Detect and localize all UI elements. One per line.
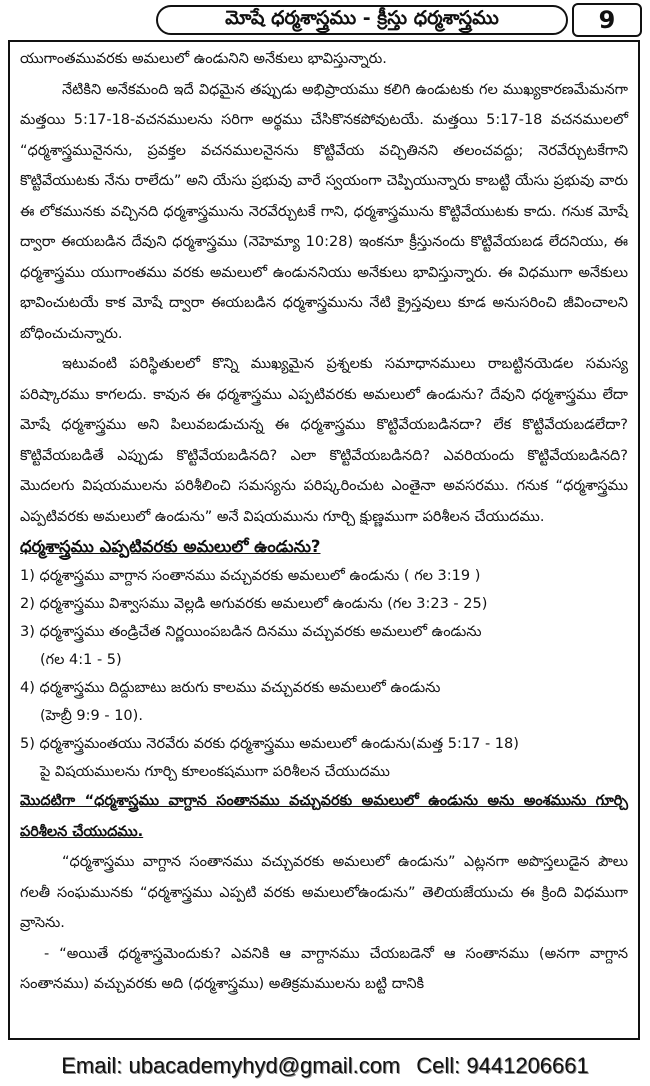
text-frame [8,40,640,1040]
paragraph-1: యుగాంతమువరకు అమలులో ఉండునిని అనేకులు భావిస్తున్నారు. [20,51,387,67]
paragraph-3: ఇటువంటి పరిస్థితులలో కొన్ని ముఖ్యమైన ప్రశ్నలకు సమాధానములు రాబట్టినయెడల సమస్య పరిష్కారము కాగలదు. కావున ఈ ధర్మశాస్త్రము ఎప్పటివరకు అమలులో ఉండును? దేవుని ధర్మశాస్త్రము లేదా మోషే ధర్మశాస్త్రము అని పిలువబడుచున్న ఈ ధర్మశాస్త్రము కొట్టివేయబడినదా? లేక కొట్టివేయబడలేదా? కొట్టివేయబడితే ఎప్పుడు కొట్టివేయబడినది? ఎలా కొట్టివేయబడినది? ఎవరియందు కొట్టివేయబడినది? మొదలగు విషయములను పరిశీలించి సమస్యను పరిష్కరించుట ఎంతైనా అవసరము. గనుక “ధర్మశాస్త్రము ఎప్పటివరకు అమలులో ఉండును” అనే విషయమును గూర్చి క్షుణ్ణముగా పరిశీలన చేయుదము. [20,356,628,525]
list-item-continuation: పై విషయములను గూర్చి కూలంకషముగా పరిశీలన చేయుదము [40,764,390,780]
quote-paragraph: - “అయితే ధర్మశాస్త్రమెందుకు? ఎవనికి ఆ వాగ్దానము చేయబడెనో ఆ సంతానము (అనగా వాగ్దాన సంతానము) వచ్చువరకు అది (ధర్మశాస్త్రము) అతిక్రమములను బట్టి దానికి [20,945,628,992]
list-item-main: 2) ధర్మశాస్త్రము విశ్వాసము వెల్లడి అగువరకు అమలులో ఉండును (గల 3:23 - 25) [20,596,488,612]
section-heading: ధర్మశాస్త్రము ఎప్పటివరకు అమలులో ఉండును? [20,537,321,556]
list-item [20,730,628,786]
list-item-main: 4) ధర్మశాస్త్రము దిద్దుబాటు జరుగు కాలము వచ్చువరకు అమలులో ఉండును [20,680,441,696]
list-item-main: 5) ధర్మశాస్త్రమంతయు నెరవేరు వరకు ధర్మశాస్త్రము అమలులో ఉండును(మత్త 5:17 - 18) [20,736,519,752]
footer-cell: Cell: 9441206661 [416,1053,589,1078]
subsection-heading: మొదటిగా “ధర్మశాస్త్రము వాగ్దాన సంతానము వచ్చువరకు అమలులో ఉండును అను అంశమును గూర్చి పరిశీలన చేయుదము. [20,793,628,840]
list-item [20,590,628,618]
paragraph-2: నేటికిని అనేకమంది ఇదే విధమైన తప్పుడు అభిప్రాయము కలిగి ఉండుటకు గల ముఖ్యకారణమేమనగా మత్తయి 5:17-18-వచనములను సరిగా అర్థము చేసికొనకపోవుటయే. మత్తయి 5:17-18 వచనములలో “ధర్మశాస్త్రమునైనను, ప్రవక్తల వచనములనైనను కొట్టివేయ వచ్చితినని తలంచవద్దు; నెరవేర్చుటకేగాని కొట్టివేయుటకు నేను రాలేదు” అని యేసు ప్రభువు వారే స్వయంగా చెప్పియున్నారు కాబట్టి యేసు ప్రభువు వారు ఈ లోకమునకు వచ్చినది ధర్మశాస్త్రమును నెరవేర్చుటకే గాని, ధర్మశాస్త్రమును కొట్టివేయుటకు కాదు. గనుక మోషే ద్వారా ఈయబడిన దేవుని ధర్మశాస్త్రము (నెహెమ్యా 10:28) ఇంకనూ క్రీస్తునందు కొట్టివేయబడ లేదనియు, ఈ ధర్మశాస్త్రము యుగాంతము వరకు అమలులో ఉండుననియు అనేకులు భావిస్తున్నారు. ఈ విధముగా అనేకులు భావించుటయే కాక మోషే ద్వారా ఈయబడిన ధర్మశాస్త్రమును నేటి క్రైస్తవులు కూడ అనుసరించి జీవించాలని బోధించుచున్నారు. [20,81,628,342]
page-header [6,3,642,39]
footer-email: Email: ubacademyhyd@gmail.com [61,1053,401,1078]
list-item [20,562,628,590]
paragraph-5: “ధర్మశాస్త్రము వాగ్దాన సంతానము వచ్చువరకు అమలులో ఉండును” ఎట్లనగా అపొస్తలుడైన పౌలు గలతీ సంఘమునకు “ధర్మశాస్త్రము ఎప్పటి వరకు అమలులోఉండును” తెలియజేయుచు ఈ క్రింది విధముగా వ్రాసెను. [20,854,628,931]
list-item-main: 1) ధర్మశాస్త్రము వాగ్దాన సంతానము వచ్చువరకు అమలులో ఉండును ( గల 3:19 ) [20,568,481,584]
list-item [20,674,628,730]
article-body [20,44,628,1000]
list-item-continuation: (హెబ్రీ 9:9 - 10). [40,708,143,724]
list-item-main: 3) ధర్మశాస్త్రము తండ్రిచేత నిర్ణయింపబడిన దినము వచ్చువరకు అమలులో ఉండును [20,624,482,640]
list-item [20,618,628,674]
running-title: మోషే ధర్మశాస్త్రము - క్రీస్తు ధర్మశాస్త్రము [156,5,568,35]
list-item-continuation: (గల 4:1 - 5) [40,652,122,668]
contact-footer [0,1046,650,1086]
page-number: 9 [572,3,642,37]
numbered-list [20,562,628,786]
